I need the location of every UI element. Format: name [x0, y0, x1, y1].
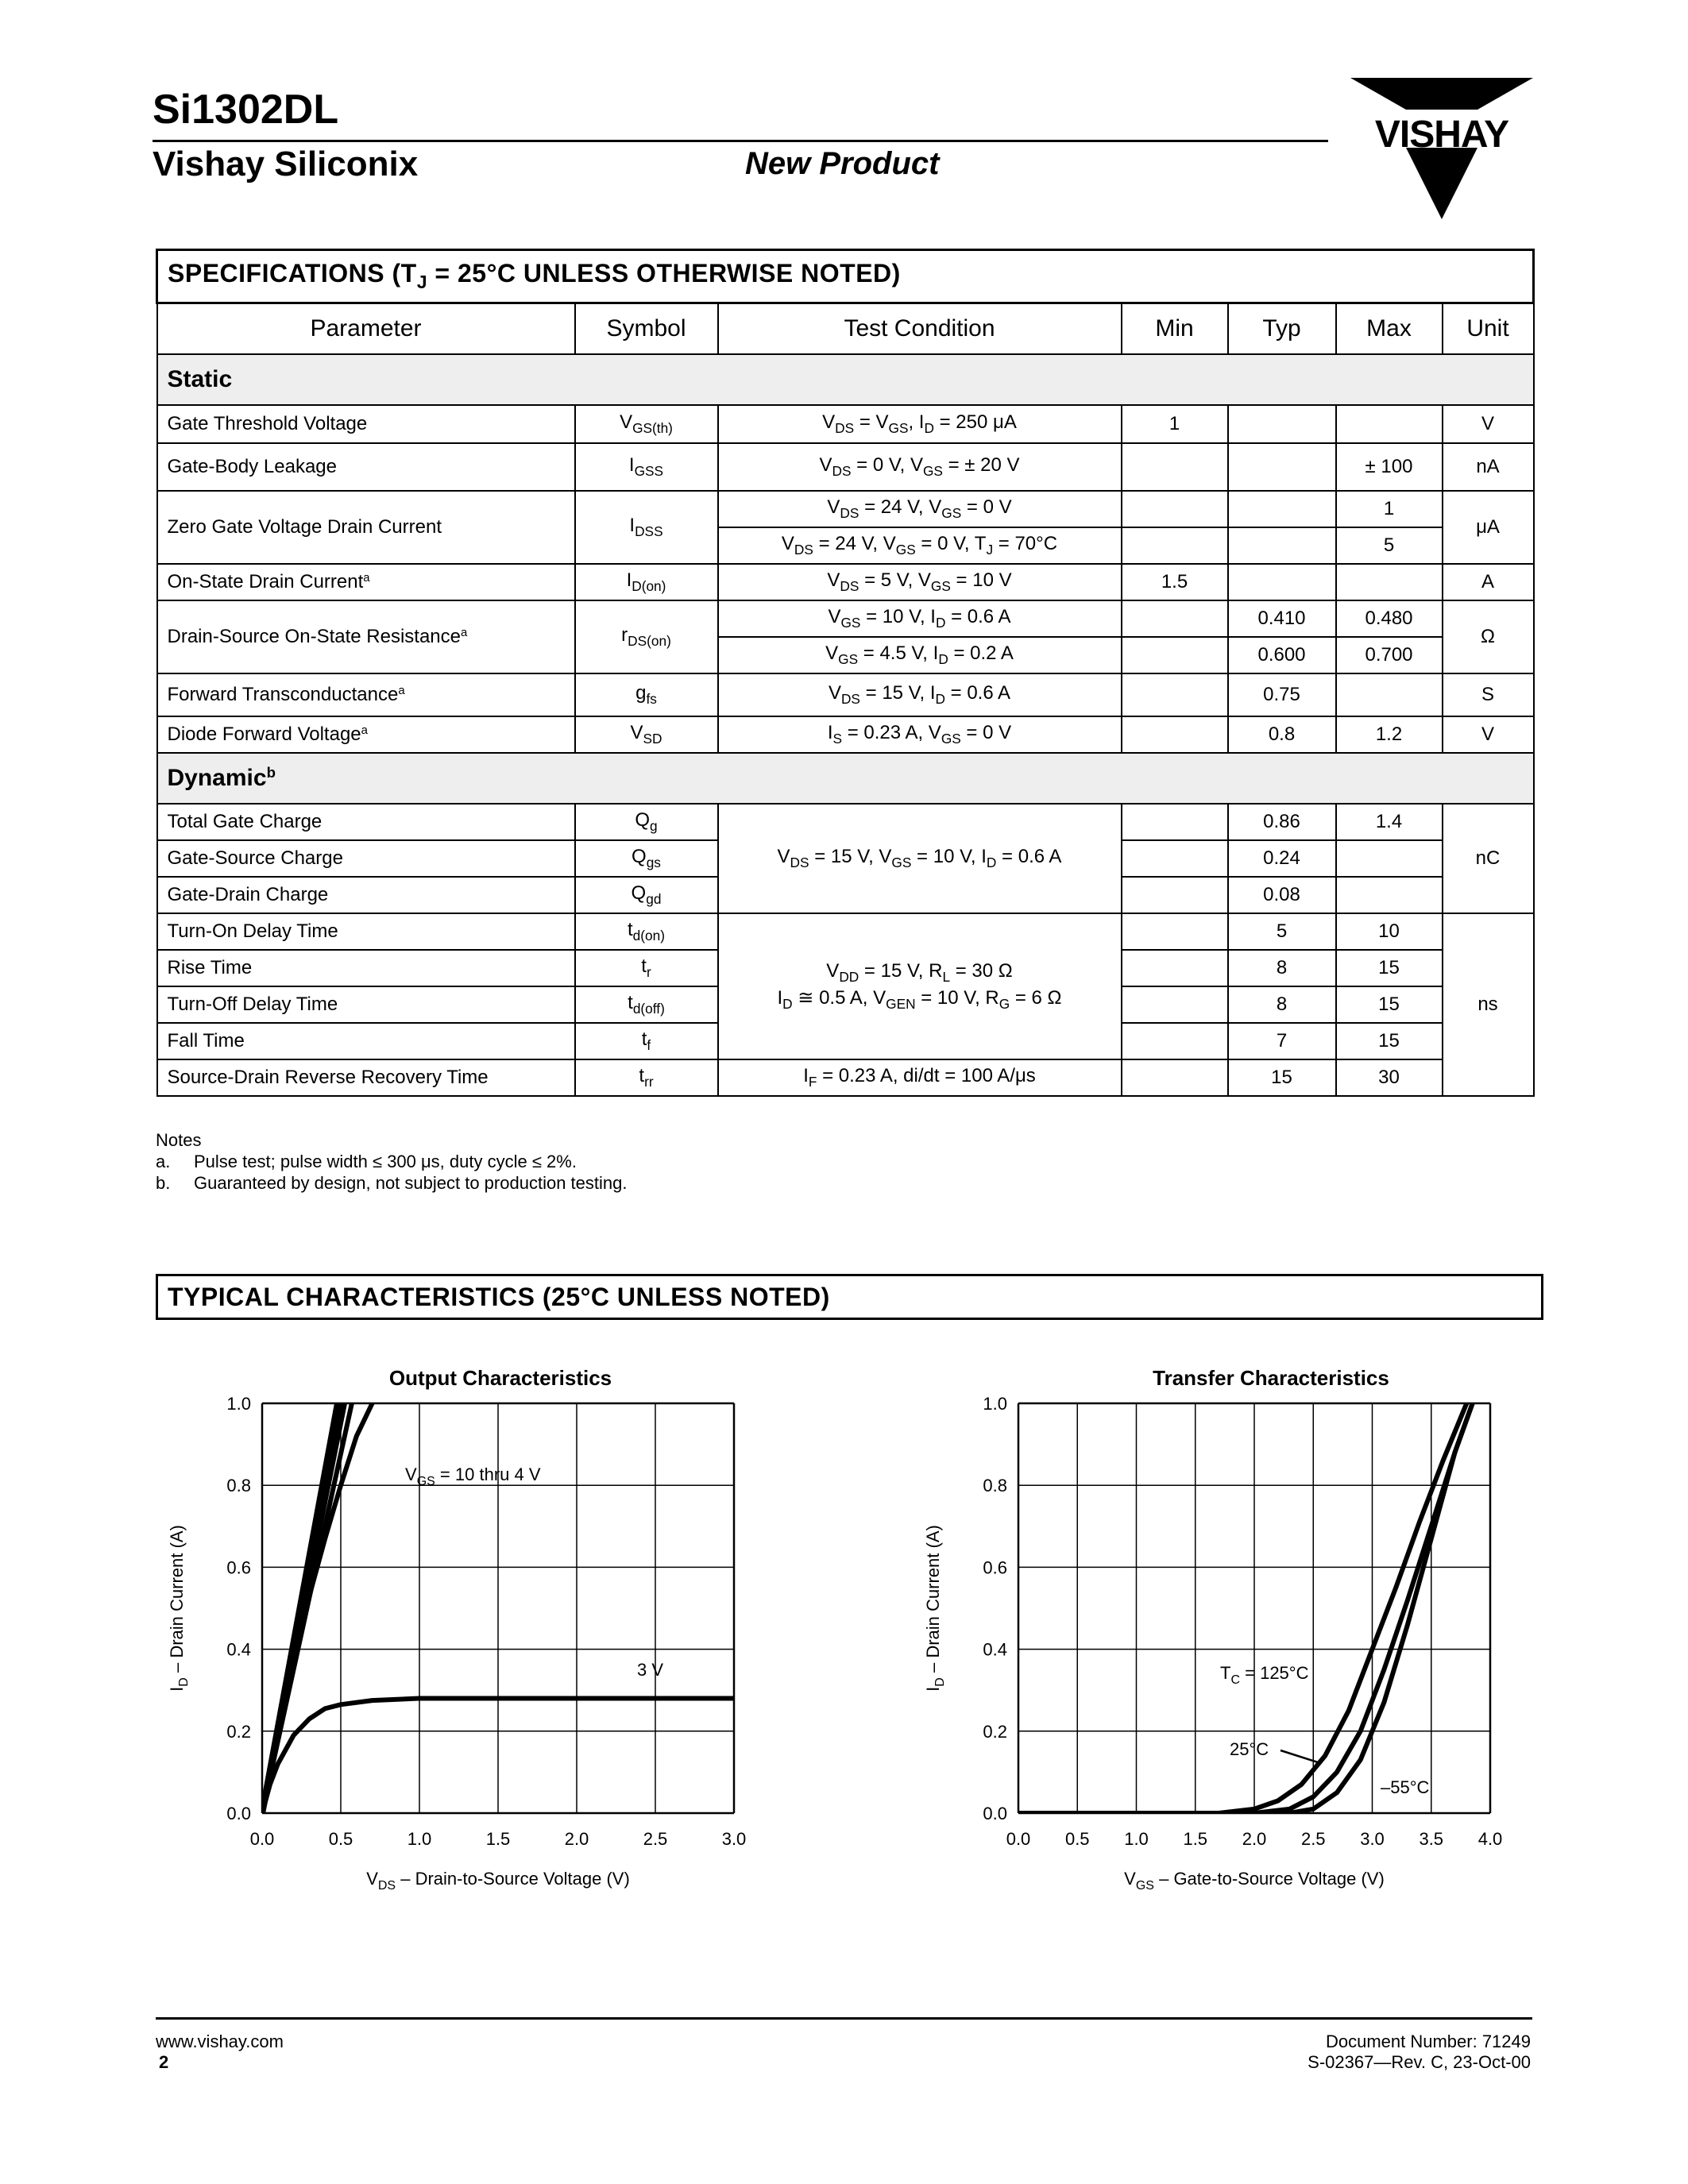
x-tick-label: 3.0: [721, 1829, 747, 1849]
revision: S-02367—Rev. C, 23-Oct-00: [1308, 2052, 1531, 2072]
new-product-tag: New Product: [745, 146, 940, 181]
table-row: Total Gate Charge $Q_g$ $V_{DS} = 15$ V, $V_{GS} = 10$ V, $I_D = 0.6$ A 0.86 1.4 nC: [157, 804, 1534, 840]
x-tick-label: 1.0: [407, 1829, 432, 1849]
x-tick-label: 1.5: [485, 1829, 511, 1849]
x-tick-label: 2.0: [564, 1829, 589, 1849]
table-row: Gate Threshold Voltage $V_{GS(th)}$ $V_{DS} = V_{GS}$, $I_D = 250$ μA 1 V: [157, 405, 1534, 443]
col-symbol: Symbol: [575, 303, 718, 355]
company-name: Vishay Siliconix: [153, 145, 419, 183]
x-axis-label: $V_{GS}$ – Gate-to-Source Voltage (V): [1124, 1869, 1385, 1893]
x-tick-label: 3.5: [1419, 1829, 1444, 1849]
annotation-minus55c: –55°C: [1381, 1777, 1430, 1797]
chart-title-output: Output Characteristics: [388, 1366, 612, 1390]
section-dynamic: Dynamic$^b$: [157, 753, 1534, 804]
x-tick-label: 0.5: [1064, 1829, 1090, 1849]
table-row: Gate-Body Leakage $I_{GSS}$ $V_{DS} = 0$ V, $V_{GS}$ = ± 20 V ± 100 nA: [157, 443, 1534, 491]
col-min: Min: [1122, 303, 1228, 355]
annotation-tc-125: $T_C = 125^\circ C$: [1220, 1663, 1309, 1687]
y-tick-label: 0.2: [226, 1721, 251, 1742]
x-tick-label: 0.0: [249, 1829, 275, 1849]
table-row: Fall Time $t_f$ 7 15: [157, 1023, 1534, 1059]
y-tick-label: 0.4: [983, 1639, 1007, 1660]
footer-url[interactable]: www.vishay.com: [156, 2032, 284, 2051]
table-row: Gate-Source Charge $Q_{gs}$ 0.24: [157, 840, 1534, 877]
x-tick-label: 2.0: [1242, 1829, 1267, 1849]
x-tick-label: 4.0: [1477, 1829, 1503, 1849]
annotation-vgs-range: $V_{GS} = 10$ thru 4 V: [405, 1464, 541, 1488]
x-tick-label: 0.0: [1006, 1829, 1031, 1849]
table-row: $V_{GS} = 4.5$ V, $I_D = 0.2$ A 0.600 0.700: [157, 637, 1534, 673]
part-number: Si1302DL: [153, 87, 339, 133]
y-tick-label: 0.8: [226, 1476, 251, 1496]
y-tick-label: 0.6: [983, 1557, 1007, 1578]
col-typ: Typ: [1228, 303, 1336, 355]
table-row: $V_{DS} = 24$ V, $V_{GS} = 0$ V, $T_J = 70^\circ C$ 5: [157, 527, 1534, 564]
y-tick-label: 0.8: [983, 1476, 1007, 1496]
x-tick-label: 2.5: [1300, 1829, 1326, 1849]
y-tick-label: 0.0: [983, 1804, 1007, 1823]
table-row: Diode Forward Voltage$^a$ $V_{SD}$ $I_S = 0.23$ A, $V_{GS} = 0$ V 0.8 1.2 V: [157, 716, 1534, 753]
logo-text: VISHAY: [1374, 114, 1509, 156]
y-axis-label: $I_D$ – Drain Current (A): [167, 1525, 191, 1692]
table-row: Turn-Off Delay Time $t_{d(off)}$ 8 15: [157, 986, 1534, 1023]
page-number: 2: [159, 2052, 169, 2072]
annotation-3v: 3 V: [637, 1660, 664, 1680]
annotation-25c-leader: [1280, 1750, 1320, 1763]
footer-rule: [156, 2017, 1532, 2020]
typical-characteristics-title: TYPICAL CHARACTERISTICS (25°C UNLESS NOTED): [156, 1274, 1543, 1320]
series-line-vgs-4-v: [262, 1403, 373, 1813]
table-row: Turn-On Delay Time $t_{d(on)}$ $V_{DD} = 15$ V, $R_L = 30$ Ω $I_D$ ≅ 0.5 A, $V_{GEN} = 10$ V, $R_G = 6$ Ω 5 10 ns: [157, 913, 1534, 950]
section-static: Static: [157, 354, 1534, 405]
table-row: Forward Transconductance$^a$ $g_{fs}$ $V_{DS} = 15$ V, $I_D = 0.6$ A 0.75 S: [157, 673, 1534, 716]
y-tick-label: 0.2: [983, 1721, 1007, 1742]
col-max: Max: [1336, 303, 1443, 355]
table-row: Gate-Drain Charge $Q_{gd}$ 0.08: [157, 877, 1534, 913]
spec-table-title: SPECIFICATIONS ($T_J = 25^\circ C$ UNLESS OTHERWISE NOTED): [157, 250, 1534, 303]
x-tick-label: 1.0: [1124, 1829, 1149, 1849]
y-axis-label: $I_D$ – Drain Current (A): [923, 1525, 947, 1692]
y-tick-label: 0.6: [226, 1557, 251, 1578]
table-row: On-State Drain Current$^a$ $I_{D(on)}$ $V_{DS} = 5$ V, $V_{GS} = 10$ V 1.5 A: [157, 564, 1534, 600]
chart-title-transfer: Transfer Characteristics: [1153, 1366, 1389, 1390]
x-axis-label: $V_{DS}$ – Drain-to-Source Voltage (V): [366, 1869, 630, 1893]
x-tick-label: 3.0: [1360, 1829, 1385, 1849]
document-number: Document Number: 71249: [1325, 2032, 1531, 2051]
table-row: Source-Drain Reverse Recovery Time $t_{rr}$ $I_F = 0.23$ A, di/dt = 100 A/μs 15 30: [157, 1059, 1534, 1096]
annotation-25c: 25°C: [1230, 1739, 1269, 1759]
col-unit: Unit: [1443, 303, 1534, 355]
y-tick-label: 1.0: [226, 1394, 251, 1414]
col-test-condition: Test Condition: [718, 303, 1122, 355]
col-parameter: Parameter: [157, 303, 575, 355]
y-tick-label: 1.0: [983, 1394, 1007, 1414]
notes: Notes a. Pulse test; pulse width ≤ 300 μs, duty cycle ≤ 2%. b. Guaranteed by design, not subject to production testing.: [156, 1130, 628, 1193]
y-tick-label: 0.4: [226, 1639, 251, 1660]
x-tick-label: 0.5: [328, 1829, 353, 1849]
x-tick-label: 2.5: [643, 1829, 668, 1849]
table-row: Zero Gate Voltage Drain Current $I_{DSS}$ $V_{DS} = 24$ V, $V_{GS} = 0$ V 1 μA: [157, 491, 1534, 527]
table-row: Rise Time $t_r$ 8 15: [157, 950, 1534, 986]
x-tick-label: 1.5: [1183, 1829, 1208, 1849]
table-row: Drain-Source On-State Resistance$^a$ $r_{DS(on)}$ $V_{GS} = 10$ V, $I_D = 0.6$ A 0.410 0.480 Ω: [157, 600, 1534, 637]
y-tick-label: 0.0: [226, 1804, 251, 1823]
